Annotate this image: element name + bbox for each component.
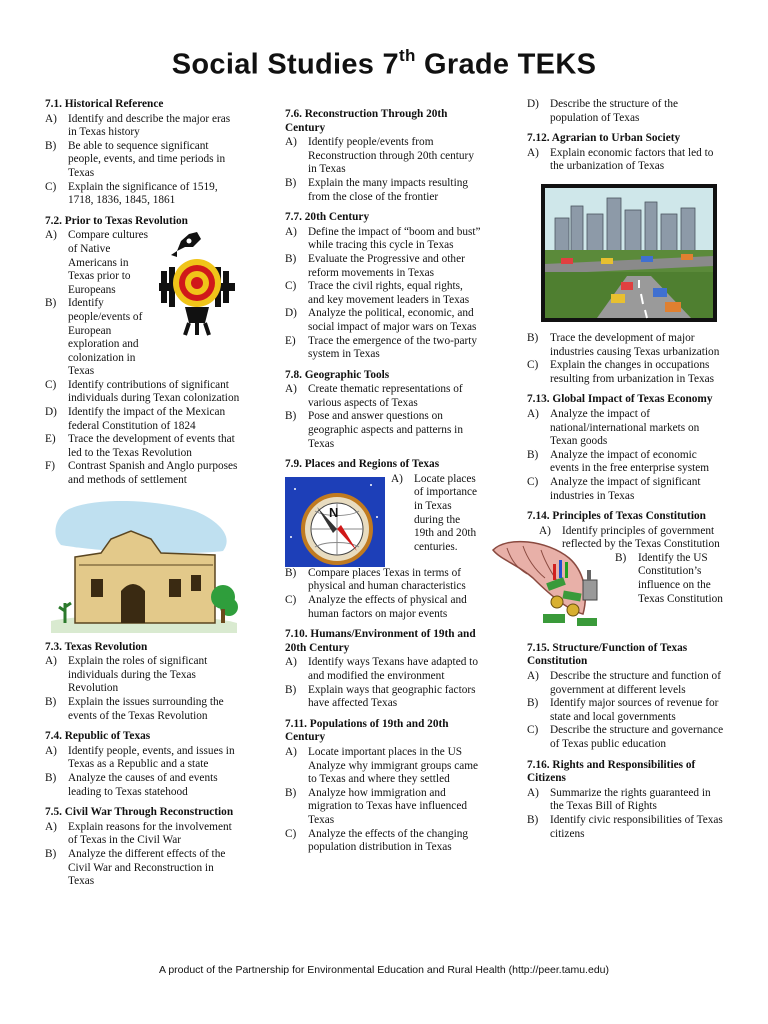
item-letter: B): [285, 683, 297, 696]
item-text: Trace the development of events that led to the Texas Revolution: [68, 433, 235, 459]
section-7-1: [45, 98, 241, 208]
item-text: Identify principles of government reflected by the Texas Constitution: [562, 524, 720, 551]
item-text: Analyze the causes of and events leading to Texas statehood: [68, 771, 218, 798]
section-heading: 7.16. Rights and Responsibilities of Citizens: [527, 758, 696, 785]
item-letter: B): [527, 697, 539, 710]
item-letter: A): [45, 820, 57, 833]
item-letter: A): [285, 656, 297, 669]
item-text: Identify major sources of revenue for state and local governments: [550, 697, 719, 723]
column-3: [527, 98, 727, 848]
alamo-icon: [45, 495, 241, 635]
title-main: Social Studies 7: [171, 48, 399, 81]
item-letter: C): [527, 359, 539, 372]
item-letter: A): [45, 655, 57, 668]
item-text: Identify people/events from Reconstruction through 20th century in Texas: [308, 136, 474, 176]
item-text: Trace the emergence of the two-party system in Texas: [308, 334, 478, 361]
item-letter: B): [285, 176, 297, 189]
item-letter: D): [527, 98, 539, 110]
item-text: Identify contributions of significant individuals during Texan colonization: [68, 378, 240, 405]
item-letter: A): [527, 786, 539, 799]
section-heading: 7.8. Geographic Tools: [285, 368, 390, 381]
item-letter: C): [45, 378, 57, 391]
item-letter: C): [285, 280, 297, 293]
item-letter: F): [45, 460, 56, 473]
section-7-10: [285, 628, 482, 711]
item-text: Analyze the effects of physical and human factors on major events: [308, 594, 467, 620]
item-letter: A): [285, 225, 297, 238]
item-letter: A): [539, 524, 551, 537]
item-text: Identify the impact of the Mexican federal Constitution of 1824: [68, 406, 226, 432]
item-text: Analyze the political, economic, and social impact of major wars on Texas: [308, 307, 477, 333]
title-rest: Grade TEKS: [415, 48, 597, 81]
item-text: Explain the many impacts resulting from the close of the frontier: [308, 176, 469, 203]
item-letter: B): [285, 566, 297, 579]
item-text: Identify civic responsibilities of Texas citizens: [550, 814, 723, 840]
item-text: Explain economic factors that led to the urbanization of Texas: [550, 146, 714, 173]
item-letter: B): [285, 410, 297, 423]
item-letter: E): [45, 433, 56, 446]
section-7-14: [527, 510, 727, 630]
cornucopia-icon: [487, 530, 615, 630]
page-title: [0, 48, 768, 82]
section-7-7: [285, 211, 482, 362]
section-7-13: [527, 393, 727, 503]
item-text: Evaluate the Progressive and other reform movements in Texas: [308, 252, 465, 279]
item-letter: C): [285, 594, 297, 607]
item-letter: C): [285, 827, 297, 840]
item-letter: D): [45, 406, 57, 419]
section-heading: 7.13. Global Impact of Texas Economy: [527, 393, 713, 406]
section-heading: 7.10. Humans/Environment of 19th and 20th Century: [285, 628, 476, 654]
item-letter: A): [45, 112, 57, 125]
item-text: Summarize the rights guaranteed in the Texas Bill of Rights: [550, 786, 711, 813]
item-text: Describe the structure and function of government at different levels: [550, 670, 721, 696]
item-letter: B): [45, 297, 57, 310]
item-letter: B): [527, 448, 539, 461]
item-letter: A): [527, 407, 539, 420]
section-7-4: [45, 730, 241, 799]
item-text: Analyze the different effects of the Civil War and Reconstruction in Texas: [68, 847, 226, 888]
column-1: [45, 98, 241, 896]
section-7-11-continued: [527, 98, 727, 125]
item-letter: C): [527, 724, 539, 737]
item-text: Analyze how immigration and migration to Texas have influenced Texas: [308, 786, 467, 826]
footer-credit: A product of the Partnership for Environmental Education and Rural Health (http://peer.tamu.edu): [158, 964, 609, 976]
compass-icon: [285, 477, 385, 567]
section-heading: 7.4. Republic of Texas: [45, 730, 151, 743]
item-text: Identify and describe the major eras in Texas history: [68, 112, 231, 139]
section-heading: 7.5. Civil War Through Reconstruction: [45, 806, 234, 819]
title-sup: th: [398, 46, 416, 65]
section-7-16: [527, 759, 727, 842]
item-text: Explain the roles of significant individuals during the Texas Revolution: [68, 655, 208, 695]
item-letter: B): [45, 139, 57, 152]
item-letter: B): [615, 551, 627, 564]
item-letter: B): [527, 331, 539, 344]
item-text: Pose and answer questions on geographic aspects and patterns in Texas: [308, 410, 463, 450]
section-7-5: [45, 806, 241, 889]
section-heading: 7.7. 20th Century: [285, 211, 370, 224]
item-text: Explain the significance of 1519, 1718, 1836, 1845, 1861: [68, 180, 218, 207]
thunderbird-icon: [157, 231, 237, 337]
section-7-12: [527, 132, 727, 386]
item-text: Locate important places in the US Analyze why immigrant groups came to Texas and where they settled: [308, 745, 479, 786]
section-heading: 7.1. Historical Reference: [45, 98, 164, 110]
item-text: Trace the civil rights, equal rights, and key movement leaders in Texas: [308, 280, 470, 306]
section-heading: 7.12. Agrarian to Urban Society: [527, 132, 681, 145]
item-text: Identify people/events of European exploration and colonization in Texas: [68, 297, 143, 378]
item-letter: A): [527, 670, 539, 683]
item-text: Identify ways Texans have adapted to and modified the environment: [308, 656, 478, 682]
item-letter: B): [285, 252, 297, 265]
item-text: Contrast Spanish and Anglo purposes and methods of settlement: [68, 460, 238, 487]
item-text: Explain the changes in occupations resulting from urbanization in Texas: [550, 359, 715, 385]
column-2: [285, 108, 482, 862]
item-letter: B): [45, 696, 57, 708]
item-text: Explain the issues surrounding the events of the Texas Revolution: [68, 696, 224, 722]
item-letter: D): [285, 307, 297, 320]
item-letter: A): [391, 472, 403, 485]
section-heading: 7.9. Places and Regions of Texas: [285, 458, 440, 471]
section-7-2: [45, 215, 241, 488]
item-text: Locate places of importance in Texas during the 19th and 20th centuries.: [414, 472, 478, 553]
item-text: Analyze the effects of the changing population distribution in Texas: [308, 827, 469, 854]
item-text: Be able to sequence significant people, events, and time periods in Texas: [68, 139, 226, 179]
section-heading: 7.14. Principles of Texas Constitution: [527, 510, 706, 523]
item-text: Define the impact of “boom and bust” while tracing this cycle in Texas: [308, 225, 481, 252]
item-letter: C): [45, 180, 57, 193]
section-7-3: [45, 641, 241, 724]
item-letter: B): [45, 847, 57, 860]
item-text: Explain reasons for the involvement of Texas in the Civil War: [68, 820, 232, 847]
item-letter: B): [285, 786, 297, 799]
section-heading: 7.15. Structure/Function of Texas Constitution: [527, 641, 688, 668]
item-letter: A): [527, 146, 539, 159]
item-letter: A): [285, 383, 297, 396]
item-text: Compare places Texas in terms of physical and human characteristics: [308, 566, 466, 593]
item-letter: E): [285, 334, 296, 347]
item-text: Describe the structure of the population of Texas: [550, 98, 678, 124]
section-7-9: [285, 458, 482, 621]
compass-north-label: N: [329, 504, 339, 520]
section-7-15: [527, 642, 727, 752]
item-text: Identify the US Constitution’s influence on the Texas Constitution: [638, 551, 723, 605]
item-text: Compare cultures of Native Americans in Texas prior to Europeans: [68, 229, 148, 296]
item-letter: B): [527, 814, 539, 826]
section-7-11: [285, 718, 482, 855]
section-heading: 7.6. Reconstruction Through 20th Century: [285, 108, 448, 134]
item-letter: A): [45, 744, 57, 757]
item-text: Create thematic representations of various aspects of Texas: [308, 383, 463, 409]
item-text: Explain ways that geographic factors have affected Texas: [308, 683, 476, 710]
item-text: Analyze the impact of significant industries in Texas: [550, 475, 701, 502]
item-letter: A): [285, 136, 297, 149]
city-highway-icon: [541, 184, 717, 322]
item-text: Analyze the impact of national/international markets on Texan goods: [550, 407, 700, 448]
item-letter: C): [527, 475, 539, 488]
item-letter: A): [45, 229, 57, 242]
section-heading: 7.3. Texas Revolution: [45, 640, 148, 653]
section-heading: 7.2. Prior to Texas Revolution: [45, 214, 188, 227]
item-text: Identify people, events, and issues in Texas as a Republic and a state: [68, 744, 235, 771]
section-heading: 7.11. Populations of 19th and 20th Century: [285, 717, 449, 744]
item-letter: A): [285, 745, 297, 758]
item-text: Describe the structure and governance of Texas public education: [550, 724, 724, 751]
section-7-6: [285, 108, 482, 204]
section-7-8: [285, 369, 482, 452]
item-text: Analyze the impact of economic events in the free enterprise system: [550, 448, 710, 475]
item-letter: B): [45, 771, 57, 784]
item-text: Trace the development of major industries causing Texas urbanization: [550, 331, 720, 358]
